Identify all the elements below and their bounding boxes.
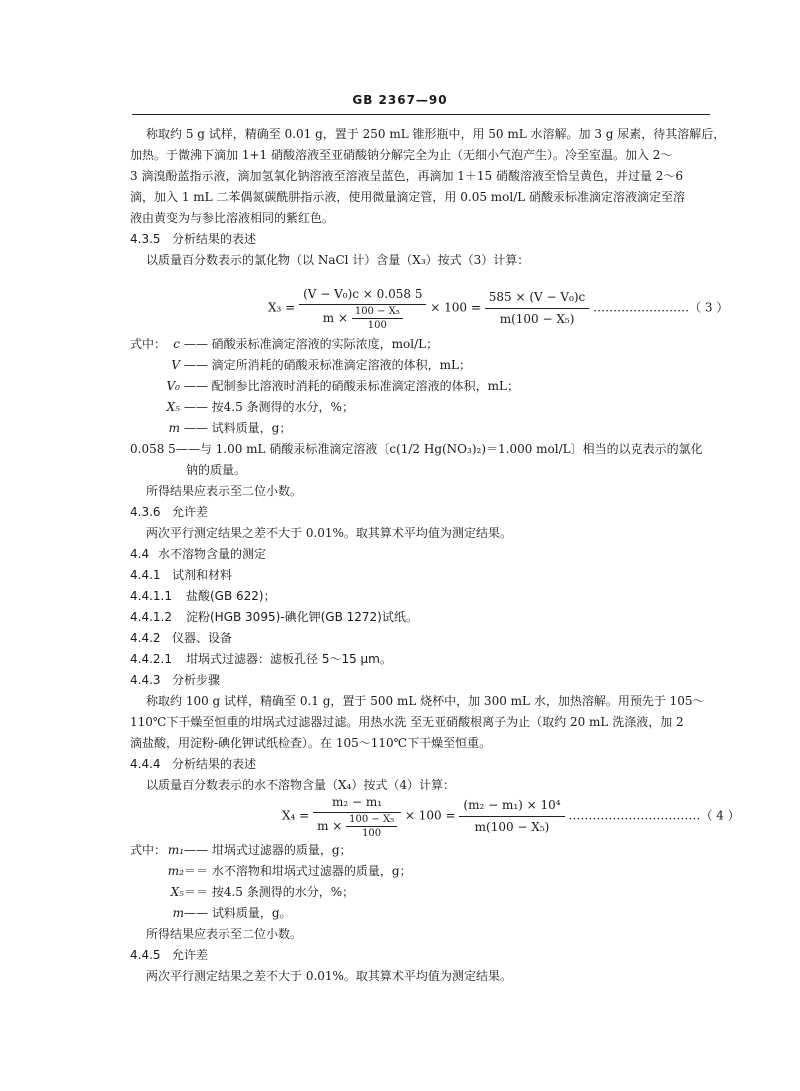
section-4-4-3 (130, 670, 220, 690)
section-number: 4.4.5 (130, 948, 161, 962)
def-text: —— 坩埚式过滤器的质量，g； (184, 843, 352, 857)
def-text: —— 试料质量，g。 (184, 906, 292, 920)
def-symbol: m₁ (167, 843, 185, 857)
def-symbol: c (173, 337, 181, 351)
def-symbol: m (168, 421, 180, 435)
section-4-3-5 (130, 229, 256, 249)
section-4-3-5-text: 以质量百分数表示的氯化物（以 NaCl 计）含量（X₃）按式（3）计算： (146, 253, 530, 267)
eq4-inner-den: 100 (362, 828, 382, 840)
def-symbol: m₂ (167, 864, 184, 878)
defs3-row-m (130, 418, 291, 438)
eq3-inner-num: 100 − X₅ (352, 305, 403, 319)
coef-symbol: 0.058 5 (130, 442, 176, 456)
section-4-4-2 (130, 628, 232, 648)
eq4-rhs-numerator: (m₂ − m₁) × 10⁴ (459, 795, 564, 816)
eq4-mid: × 100 = (404, 808, 456, 823)
eq4-den-m: m × (317, 819, 343, 834)
section-number: 4.4.1 (130, 568, 161, 582)
def-text: —— 试料质量，g； (183, 421, 292, 435)
para1-line4: 滴，加入 1 mL 二苯偶氮碳酰肼指示液，使用微量滴定管，用 0.05 mol/L 硝酸汞标准滴定溶液滴定至溶 (130, 190, 686, 204)
standard-code-header: GB 2367—90 (352, 93, 448, 107)
defs4-round: 所得结果应表示至二位小数。 (146, 927, 303, 941)
eq3-rhs-denominator: m(100 − X₅) (499, 311, 575, 326)
section-4-4-1 (130, 565, 232, 585)
defs4-row-x5 (130, 882, 354, 902)
section-number: 4.4.2.1 (130, 652, 172, 666)
eq4-rhs-denominator: m(100 − X₅) (474, 819, 550, 834)
defs3-row-c (130, 334, 438, 354)
eq4-inner-fraction (346, 813, 397, 840)
def-symbol: V (171, 358, 180, 372)
section-title: 仪器、设备 (172, 631, 233, 645)
section-number: 4.4.4 (130, 757, 161, 771)
eq4-lhs: X₄ = (282, 808, 310, 823)
def-symbol: X₅ (170, 885, 184, 899)
eq4-rhs-fraction (459, 795, 564, 837)
section-4-4-4-text: 以质量百分数表示的水不溶物含量（X₄）按式（4）计算： (146, 778, 455, 792)
section-title: 水不溶物含量的测定 (158, 547, 267, 561)
section-4-4 (130, 544, 266, 564)
defs4-intro: 式中： (130, 843, 167, 857)
section-title: 分析步骤 (172, 673, 221, 687)
defs4-row-m1 (130, 840, 352, 860)
eq3-inner-den: 100 (367, 320, 387, 332)
section-4-3-6-text: 两次平行测定结果之差不大于 0.01%。取其算术平均值为测定结果。 (146, 526, 512, 540)
para2-line2: 110℃下干燥至恒重的坩埚式过滤器过滤。用热水洗 至无亚硝酸根离子为止（取约 20 mL 洗涤液，加 2 (130, 715, 684, 729)
eq3-fraction (299, 284, 426, 332)
section-title: 淀粉(HGB 3095)-碘化钾(GB 1272)试纸。 (186, 610, 418, 624)
section-4-4-1-1 (130, 586, 276, 606)
section-title: 坩埚式过滤器：滤板孔径 5～15 μm。 (186, 652, 392, 666)
eq3-den-m: m × (322, 311, 348, 326)
def-text: —— 滴定所消耗的硝酸汞标准滴定溶液的体积，mL； (183, 358, 471, 372)
para1-line3: 3 滴溴酚蓝指示液，滴加氢氧化钠溶液至溶液呈蓝色，再滴加 1＋15 硝酸溶液至恰呈黄色，并过量 2～6 (130, 169, 684, 183)
def-text: ＝＝ 水不溶物和坩埚式过滤器的质量，g； (184, 864, 412, 878)
defs4-row-m (130, 903, 292, 923)
section-4-4-5 (130, 945, 208, 965)
section-number: 4.4.1.1 (130, 589, 172, 603)
eq4-inner-num: 100 − X₅ (346, 813, 397, 827)
defs3-round: 所得结果应表示至二位小数。 (146, 484, 303, 498)
def-text: —— 按4.5 条测得的水分，%； (183, 400, 354, 414)
eq4-fraction (313, 792, 401, 840)
def-text: —— 配制参比溶液时消耗的硝酸汞标准滴定溶液的体积，mL； (183, 379, 519, 393)
eq3-tag: ……………………（ 3 ） (593, 300, 729, 315)
section-number: 4.4.1.2 (130, 610, 172, 624)
section-title: 分析结果的表述 (172, 757, 257, 771)
coef-text: ——与 1.00 mL 硝酸汞标准滴定溶液〔c(1/2 Hg(NO₃)₂)＝1.000 mol/L〕相当的以克表示的氯化 (175, 442, 703, 456)
header-rule (132, 114, 710, 115)
section-number: 4.4.3 (130, 673, 161, 687)
eq3-denominator (299, 305, 426, 332)
equation-3 (268, 284, 728, 332)
eq3-rhs-numerator: 585 × (V − V₀)c (485, 287, 590, 308)
eq4-numerator: m₂ − m₁ (313, 792, 401, 813)
defs3-coef-cont: 钠的质量。 (186, 463, 247, 477)
eq3-mid: × 100 = (430, 300, 481, 315)
section-title: 盐酸(GB 622)； (186, 589, 276, 603)
def-symbol: V₀ (166, 379, 180, 393)
defs3-row-v (130, 355, 471, 375)
eq4-denominator (313, 813, 401, 840)
para1-line2: 加热。于微沸下滴加 1+1 硝酸溶液至亚硝酸钠分解完全为止（无细小气泡产生）。冷至室温。加入 2～ (130, 148, 673, 162)
eq3-inner-fraction (352, 305, 403, 332)
eq4-tag: ……………………………（ 4 ） (568, 808, 740, 823)
eq3-lhs: X₃ = (268, 300, 296, 315)
defs4-row-m2 (130, 861, 412, 881)
def-symbol: X₅ (166, 400, 180, 414)
para2-line3: 滴盐酸，用淀粉-碘化钾试纸检查）。在 105～110℃下干燥至恒重。 (130, 736, 492, 750)
def-text: ＝＝ 按4.5 条测得的水分，%； (184, 885, 355, 899)
para1-line5: 液由黄变为与参比溶液相同的紫红色。 (130, 211, 335, 225)
eq3-rhs-fraction (485, 287, 590, 329)
eq3-numerator: (V − V₀)c × 0.058 5 (299, 284, 426, 305)
section-number: 4.4 (130, 547, 150, 561)
defs3-intro: 式中： (130, 337, 167, 351)
defs3-row-x5 (130, 397, 354, 417)
section-title: 试剂和材料 (172, 568, 233, 582)
section-title: 允许差 (172, 948, 209, 962)
section-4-4-2-1 (130, 649, 392, 669)
para1-line1: 称取约 5 g 试样，精确至 0.01 g，置于 250 mL 锥形瓶中，用 50 mL 水溶解。加 3 g 尿素，待其溶解后， (146, 127, 726, 141)
section-title: 分析结果的表述 (172, 232, 257, 246)
defs3-row-coef (130, 439, 703, 459)
para2-line1: 称取约 100 g 试样，精确至 0.1 g，置于 500 mL 烧杯中，加 300 mL 水，加热溶解。用预先于 105～ (146, 694, 705, 708)
section-number: 4.3.5 (130, 232, 161, 246)
defs3-row-v0 (130, 376, 519, 396)
section-title: 允许差 (172, 505, 209, 519)
section-4-4-5-text: 两次平行测定结果之差不大于 0.01%。取其算术平均值为测定结果。 (146, 969, 512, 983)
section-number: 4.4.2 (130, 631, 161, 645)
def-symbol: m (172, 906, 184, 920)
def-text: —— 硝酸汞标准滴定溶液的实际浓度，mol/L； (183, 337, 439, 351)
equation-4 (282, 792, 740, 840)
section-number: 4.3.6 (130, 505, 161, 519)
section-4-4-1-2 (130, 607, 418, 627)
section-4-4-4 (130, 754, 256, 774)
section-4-3-6 (130, 502, 208, 522)
